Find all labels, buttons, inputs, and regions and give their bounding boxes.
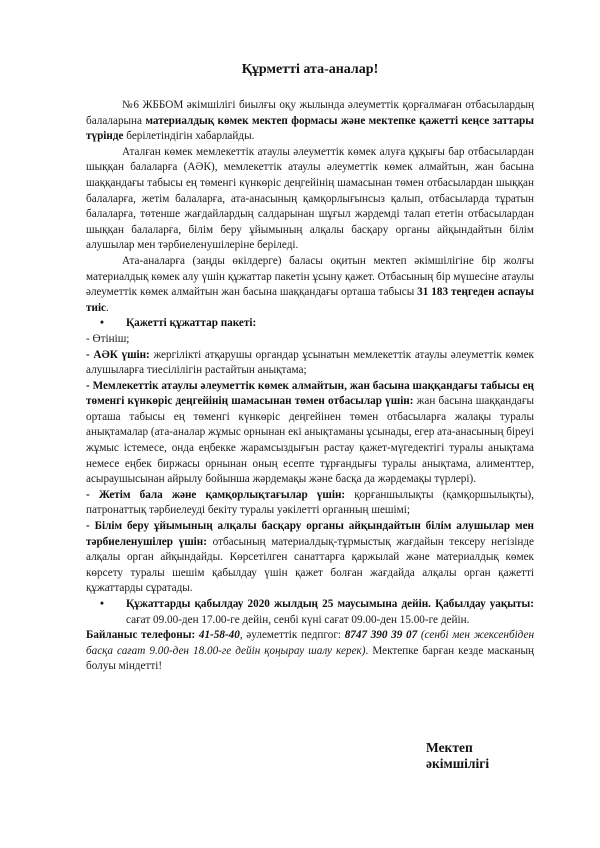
intro-text: №6 ЖББОМ әкімшілігі биылғы оқу жылында әлеуметтік қорғалмаған отбасылардың балаларына (86, 99, 534, 127)
contact-mid-text: , әулеметтік педпгог: (239, 629, 345, 642)
mask-notice: . Мектепке барған кезде масканың болуы міндетті! (86, 644, 534, 673)
requirement-paragraph (86, 254, 534, 316)
document-item-text: жан басына шаққандағы орташа табысы ең төменгі күнкөріс деңгейінен төмен отбасыларға жалақы туралы анықтамалар (ата-аналар жұмыс орнынан екі анықтаманы ұсынады, егер ата-анасының біреуі жұмыс істемесе, онда еңбекке жарамсыздығын растау қажет-мүгедектігі туралы анықтама немесе еңбек биржасы орнынан оның есепте тұрғандығы туралы анықтама, алименттер, асыраушысынан айрылу бойынша жәрдемақы және басқа да жәрдемақы түрлері). (86, 395, 535, 486)
intro-text-end: берілетіндігін хабарлайды. (123, 130, 255, 143)
signature: Мектеп әкімшілігі (426, 740, 490, 771)
document-item-label: - Мемлекеттік атаулы әлеуметтік көмек алмайтын, жан басына шаққандағы табысы ең төменгі күнкөріс деңгейінің шамасынан төмен отбасылар үшін: (86, 379, 534, 408)
document-item-text: отбасының материалдық-тұрмыстық жағдайын тексеру негізінде алқалы орган айқындайды. Көрсетілген санаттарға қаржылай және материалдық көмек көрсету туралы шешім қабылдау үшін қажет болған жағдайда алқалы орган қажетті құжаттарды сұратады. (86, 535, 535, 595)
deadline-bullet (86, 597, 534, 628)
contact-label: Байланыс телефоны: (86, 629, 196, 642)
letter-body (86, 98, 534, 675)
deadline-text (126, 597, 534, 628)
document-item-label: - Білім беру ұйымының алқалы басқару органы айқындайтын білім алушылар мен тәрбиеленушілер үшін: (86, 520, 534, 548)
document-item-label: - Жетім бала және қамқорлықтағылар үшін: (86, 488, 346, 501)
document-item-text: - Өтініш; (86, 332, 130, 345)
recipients-paragraph: Аталған көмек мемлекеттік атаулы әлеуметтік көмек алуға құқығы бар отбасылардан шыққан балаларға (АӘК), мемлекеттік атаулы әлеуметтік көмек алмайтын, жан басына шаққандағы табысы ең төменгі күнкөріс деңгейінің шамасынан төмен отбасылардан шыққан балаларға, жетім балаларға, ата-анасының қамқорлығынсыз қалып, отбасыларда тұратын балаларға, төтенше жағдайлардың салдарынан шұғыл жәрдемді талап ететін отбасылардан шыққан балаларға, білім беру ұйымының алқалы басқару органы айқындайтын білім алушылар мен тәрбиеленушілеріне беріледі. (86, 145, 534, 252)
bullet-icon: • (100, 598, 104, 610)
documents-heading-bullet (86, 316, 534, 332)
documents-heading: Қажетті құжаттар пакеті: (126, 317, 257, 330)
contact-paragraph (86, 628, 534, 675)
document-item (86, 488, 534, 519)
document-item-text: қорғаншылықты (қамқоршылықты), патронаттық тәрбиелеуді бекіту туралы уәкілетті органның шешімі; (86, 488, 534, 517)
income-limit: 31 183 теңгеден аспауы тиіс (86, 286, 534, 314)
document-item (86, 332, 534, 348)
mobile-number: 8747 390 39 07 (344, 629, 418, 642)
deadline-bold: Құжаттарды қабылдау 2020 жылдың 25 маусымына дейін. Қабылдау уақыты: (126, 598, 534, 610)
bullet-icon: • (100, 317, 104, 330)
document-item (86, 348, 534, 379)
intro-paragraph (86, 98, 534, 145)
intro-bold-text: материалдық көмек мектеп формасы және мектепке қажетті кеңсе заттары түрінде (86, 114, 534, 143)
document-item (86, 379, 534, 488)
document-item-label: - АӘК үшін: (86, 348, 150, 361)
requirement-text: Ата-аналарға (заңды өкілдерге) баласы оқитын мектеп әкімшілігіне бір жолғы материалдық көмек алу үшін құжаттар пакетін ұсыну қажет. Отбасының бір мүшесіне атаулы әлеуметтік көмек алмайтын жан басына шаққандағы орташа табысы (86, 254, 534, 299)
document-item (86, 519, 534, 597)
document-item-text: жергілікті атқарушы органдар ұсынатын мемлекеттік атаулы әлеуметтік көмек алушыларға тиесілілігін растайтын анықтама; (86, 348, 534, 377)
phone-number: 41-58-40 (198, 629, 240, 642)
reception-hours: сағат 09.00-ден 17.00-ге дейін, сенбі күні сағат 09.00-ден 15.00-ге дейін. (126, 613, 470, 626)
letter-title: Құрметті ата-аналар! (241, 62, 379, 77)
requirement-text-end: . (106, 301, 109, 314)
call-hours-note: (сенбі мен жексенбіден басқа сағат 9.00-ден 18.00-ге дейін қоңырау шалу керек) (86, 629, 534, 657)
